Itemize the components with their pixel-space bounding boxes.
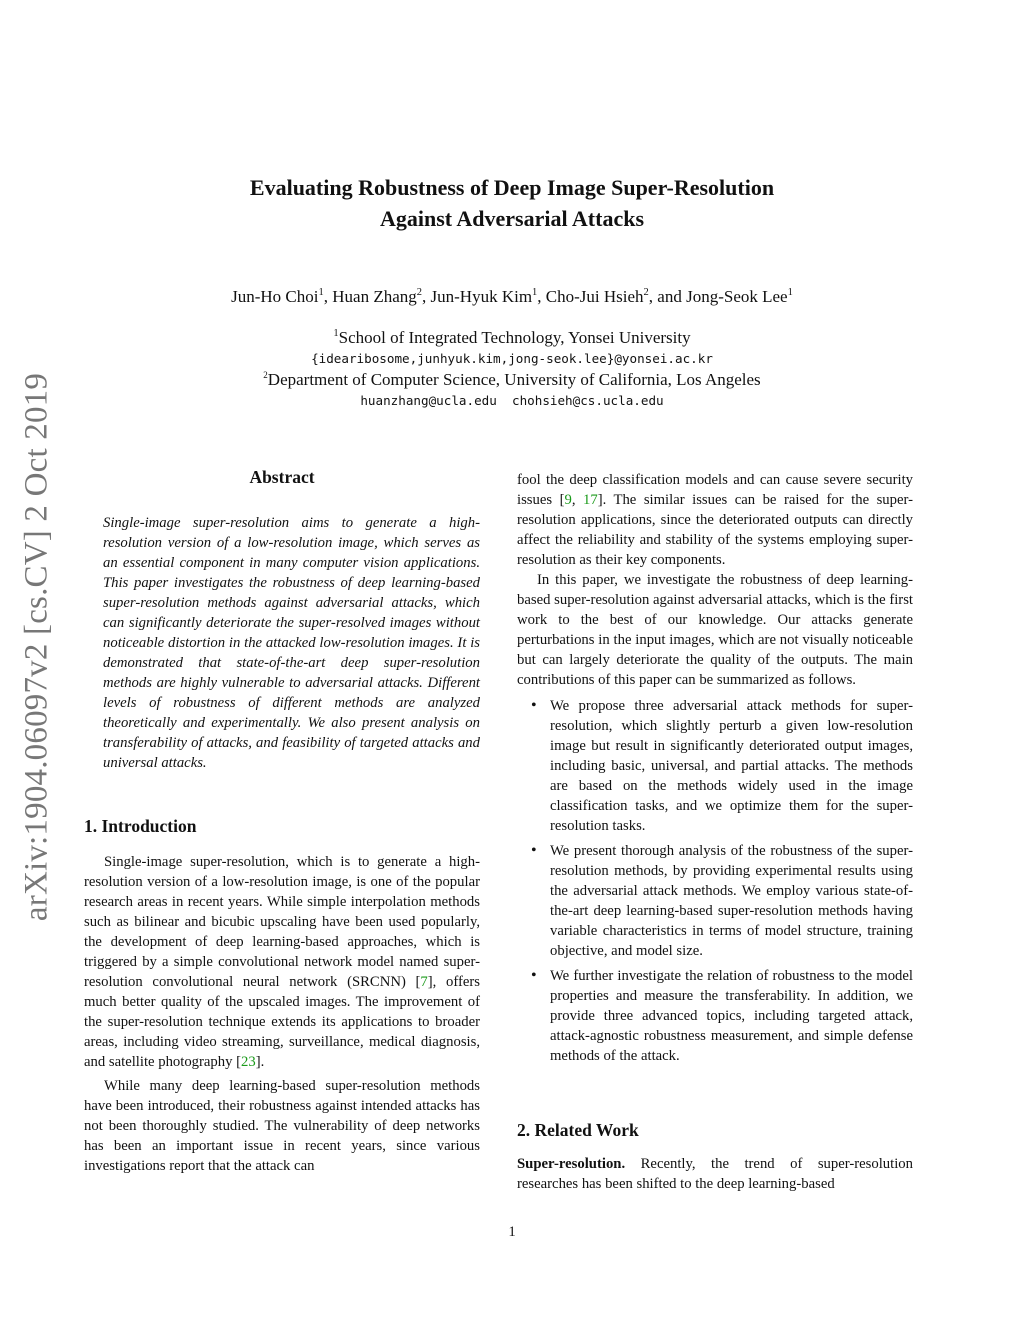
- page-number: 1: [508, 1224, 516, 1240]
- related-paragraph: Super-resolution. Recently, the trend of super-resolution researches has been shifted to the deep learning-based: [517, 1156, 913, 1192]
- citation-link[interactable]: 23: [241, 1054, 256, 1070]
- author-name: Cho-Jui Hsieh: [545, 287, 644, 306]
- affiliation-2-emails: huanzhang@ucla.edu chohsieh@cs.ucla.edu: [360, 393, 664, 408]
- affiliation-1: $^1$School of Integrated Technology, Yonsei University: [333, 328, 691, 347]
- abstract-heading: Abstract: [249, 467, 315, 487]
- affiliation-2: $^2$Department of Computer Science, University of California, Los Angeles: [263, 370, 761, 389]
- intro-paragraph: While many deep learning-based super-resolution methods have been introduced, their robustness against intended attacks has not been thoroughly studied. The vulnerability of deep networks has been an important issue in recent years, since various investigations report that the attack can: [84, 1078, 480, 1174]
- affil-mark: 1: [333, 328, 339, 339]
- author-affil-mark: 1: [532, 287, 538, 298]
- citation-link[interactable]: 7: [420, 974, 428, 990]
- author-affil-mark: 2: [643, 287, 649, 298]
- affiliation-1-emails: {idearibosome,junhyuk.kim,jong-seok.lee}@yonsei.ac.kr: [311, 351, 713, 366]
- arxiv-identifier: arXiv:1904.06097v2 [cs.CV] 2 Oct 2019: [18, 372, 55, 922]
- title-line-2: Against Adversarial Attacks: [380, 206, 644, 231]
- author-affil-mark: 1: [787, 287, 793, 298]
- section-heading-introduction: 1. Introduction: [84, 816, 197, 836]
- author-name: Jun-Ho Choi: [231, 287, 319, 306]
- author-name: Huan Zhang: [332, 287, 417, 306]
- author-affil-mark: 2: [416, 287, 423, 298]
- intro-paragraph: Single-image super-resolution, which is to generate a high-resolution version of a low-resolution image, is one of the popular research areas in recent years. While simple interpolation methods such as bilinear and bicubic upscaling have been used popularly, the development of deep learning-based approaches, which is triggered by a simple convolutional network model named super-resolution convolutional neural network (SRCNN) [7], offers much better quality of the upscaled images. The improvement of the super-resolution technique extends its applications to broader areas, including video streaming, surveillance, medical diagnosis, and satellite photography [23].: [84, 854, 480, 1070]
- title-line-1: Evaluating Robustness of Deep Image Super-Resolution: [249, 175, 775, 200]
- citation-link[interactable]: 17: [583, 492, 598, 508]
- list-item: • We further investigate the relation of robustness to the model properties and measure the transferability. In addition, we provide three advanced topics, including targeted attack, attack-agnostic robustness measurement, and simple defense methods of the attack.: [517, 966, 913, 1066]
- right-column-body: [517, 470, 913, 1071]
- list-item: • We present thorough analysis of the robustness of the super-resolution methods, by providing experimental results using the adversarial attack methods. We employ various state-of-the-art deep learning-based super-resolution methods having variable characteristics in terms of model structure, training objective, and model size.: [517, 841, 913, 961]
- left-column-body: [84, 852, 480, 1176]
- section-heading-related-work: 2. Related Work: [517, 1120, 639, 1140]
- contribution-list: [517, 696, 913, 1066]
- related-work-body: [517, 1154, 913, 1194]
- author-name: Jong-Seok Lee: [686, 287, 788, 306]
- citation-link[interactable]: 9: [564, 492, 572, 508]
- arxiv-sidebar: [14, 360, 60, 935]
- list-item: • We propose three adversarial attack methods for super-resolution, which slightly perturb a given low-resolution image but result in significantly deteriorated output images, including basic, universal, and partial attacks. The methods are based on the methods widely used in the image classification tasks, and we optimize them for the super-resolution tasks.: [517, 696, 913, 836]
- author-name: Jun-Hyuk Kim: [430, 287, 533, 306]
- intro-paragraph: fool the deep classification models and can cause severe security issues [9, 17]. The similar issues can be raised for the super-resolution applications, since the deteriorated outputs can directly affect the reliability and stability of the systems employing super-resolution as their key components.: [517, 472, 913, 568]
- intro-paragraph: In this paper, we investigate the robustness of deep learning-based super-resolution against adversarial attacks, which is the first work to the best of our knowledge. Our attacks generate perturbations in the input images, which are not visually noticeable but can largely deteriorate the quality of the outputs. The main contributions of this paper can be summarized as follows.: [517, 572, 913, 688]
- paper-title: [0, 172, 1024, 234]
- subsection-label: Super-resolution.: [517, 1156, 626, 1172]
- abstract-body: [103, 513, 480, 773]
- author-affil-mark: 1: [318, 287, 324, 298]
- author-list: Jun-Ho Choi$^1$, Huan Zhang$^2$, Jun-Hyuk Kim$^1$, Cho-Jui Hsieh$^2$, and Jong-Seok Lee$^1$: [231, 287, 793, 306]
- affil-mark: 2: [263, 370, 268, 380]
- abstract-text: Single-image super-resolution aims to generate a high-resolution version of a low-resolution image, which serves as an essential component in many computer vision applications. This paper investigates the robustness of deep learning-based super-resolution methods against adversarial attacks, which can significantly deteriorate the super-resolved images without noticeable distortion in the attacked low-resolution images. It is demonstrated that state-of-the-art deep super-resolution methods are highly vulnerable to adversarial attacks. Different levels of robustness of different methods are analyzed theoretically and experimentally. We also present analysis on transferability of attacks, and feasibility of targeted attacks and universal attacks.: [103, 515, 480, 771]
